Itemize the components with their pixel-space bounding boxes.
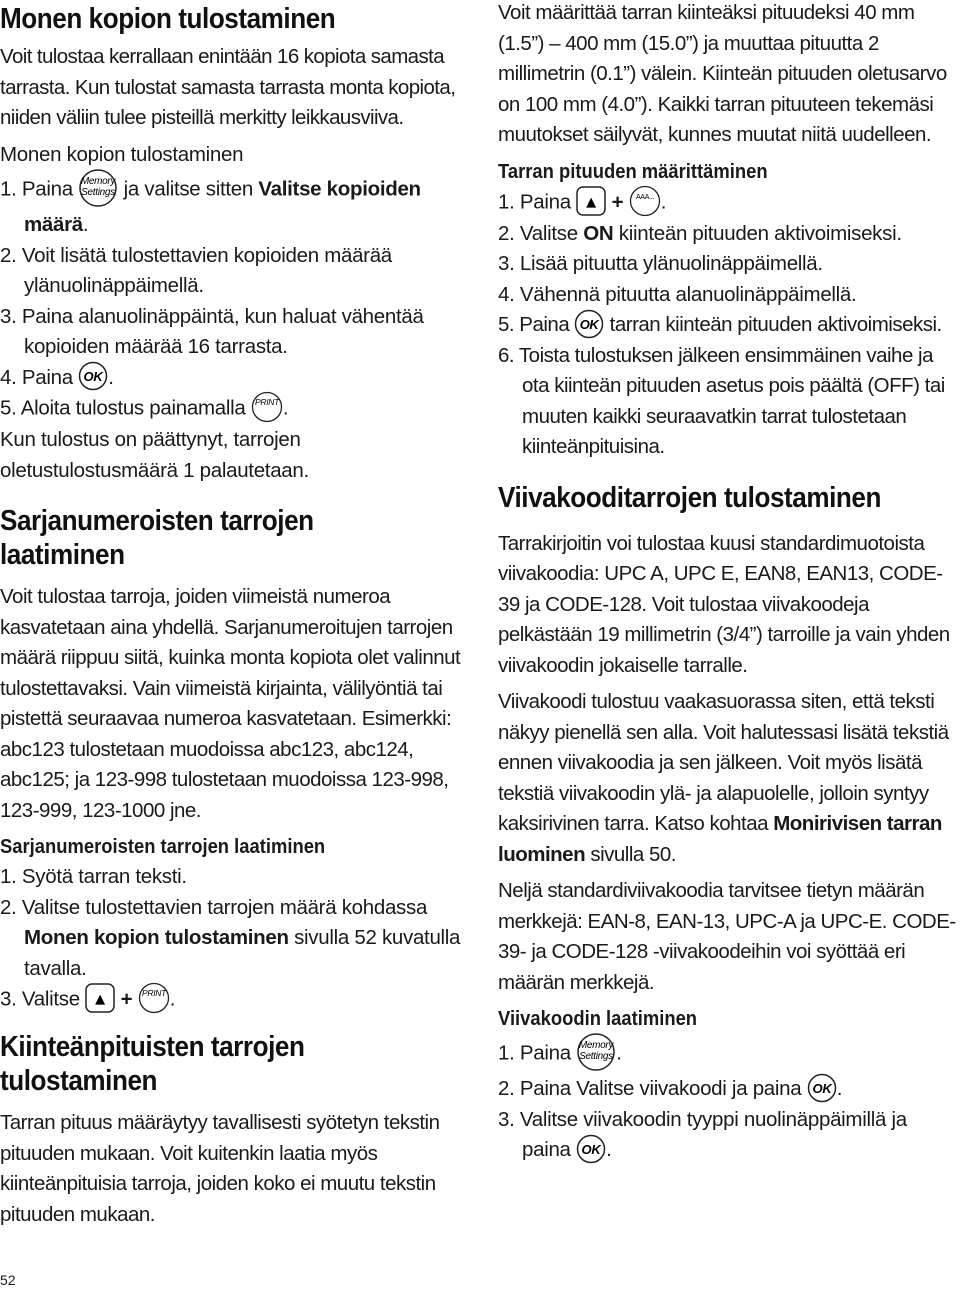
paragraph: Tarrakirjoitin voi tulostaa kuusi standardimuotoista viivakoodia: UPC A, UPC E, EAN8, EAN13, CODE-39 ja CODE-128. Voit tulostaa viivakoodeja pelkästään 19 millimetrin (3/4”) tarroille ja vain yhden viivakoodin jokaiselle tarralle.: [498, 531, 950, 677]
memory-settings-key-icon: [78, 168, 118, 208]
step-text: .: [169, 987, 176, 1011]
section-title-multiple-copies: Monen kopion tulostaminen: [0, 3, 336, 35]
ok-key-label: OK: [581, 1141, 601, 1157]
up-arrow-key-icon: [85, 983, 115, 1013]
step-1: [498, 187, 958, 219]
step-text: 5. Paina: [498, 313, 570, 336]
section-title-fixed-length: Kiinteänpituisten tarrojen tulostaminen: [0, 1031, 305, 1098]
ok-key-label: OK: [812, 1080, 832, 1096]
size-key-icon: [629, 185, 661, 217]
step-text: .: [606, 1138, 612, 1162]
step-text: 2. Valitse: [498, 221, 578, 245]
step-text: 3. Valitse viivakoodin tyyppi nuolinäppäimillä ja paina: [498, 1107, 907, 1162]
plus-sign: +: [611, 189, 624, 213]
print-key-label: PRINT: [141, 988, 166, 999]
print-key-icon: [251, 391, 283, 423]
print-key-icon: [138, 982, 170, 1014]
up-arrow-key-icon: [576, 186, 606, 216]
step-text: 2. Valitse tulostettavien tarrojen määrä kohdassa: [0, 895, 428, 919]
step-text: .: [282, 396, 289, 420]
ok-key-icon: [574, 309, 604, 339]
step-text: 5. Aloita tulostus painamalla: [0, 396, 246, 420]
ok-key-label: OK: [580, 316, 599, 332]
paragraph-text: sivulla 50.: [590, 842, 676, 866]
paragraph: Voit tulostaa kerrallaan enintään 16 kopiota samasta tarrasta. Kun tulostat samasta tarrasta monta kopiota, niiden väliin tulee pisteillä merkitty leikkausviiva.: [0, 45, 456, 129]
paragraph: Voit määrittää tarran kiinteäksi pituudeksi 40 mm (1.5”) – 400 mm (15.0”) ja muuttaa pituutta 2 millimetrin (0.1”) välein. Kiinteän pituuden oletusarvo on 100 mm (4.0”). Kaikki tarran pituuteen tekemäsi muutokset säilyvät, kunnes muutat niitä uudelleen.: [498, 1, 947, 146]
paragraph: Voit tulostaa tarroja, joiden viimeistä numeroa kasvatetaan aina yhdellä. Sarjanumeroitujen tarrojen määrä riippuu siitä, kuinka monta kopiota olet valinnut tulostettavaksi. Vain viimeistä kirjainta, välilyöntiä tai pistettä seuraavaa numeroa kasvatetaan. Esimerkki: abc123 tulostetaan muodoissa abc123, abc124, abc125; ja 123-998 tulostetaan muodoissa 123-998, 123-999, 123-1000 jne.: [0, 585, 461, 822]
step-2: [498, 1074, 958, 1105]
subheading: Tarran pituuden määrittäminen: [498, 160, 768, 183]
up-key-label: ▲: [586, 194, 597, 210]
step-3: [0, 984, 468, 1016]
paragraph: [498, 687, 958, 870]
step-1: [498, 1034, 958, 1074]
step-text: .: [616, 1041, 622, 1065]
step-text: 1. Paina: [0, 177, 73, 201]
section-title-serial-labels: Sarjanumeroisten tarrojen laatiminen: [0, 505, 314, 572]
step-text: 3. Valitse: [0, 987, 80, 1011]
page-number: 52: [0, 1272, 16, 1288]
paragraph: Neljä standardiviivakoodia tarvitsee tietyn määrän merkkejä: EAN-8, EAN-13, UPC-A ja UPC-E. CODE-39- ja CODE-128 -viivakoodeihin voi syöttää eri määrän merkkejä.: [498, 879, 956, 994]
memory-key-bottom: Settings: [579, 1051, 614, 1063]
paragraph-text: Viivakoodi tulostuu vaakasuorassa siten, että teksti näkyy pienellä sen alla. Voit halutessasi lisätä tekstiä ennen viivakoodia ja sen jälkeen. Voit myös lisätä tekstiä viivakoodin ylä- ja alapuolelle, jolloin syntyy kaksirivinen tarra. Katso kohtaa: [498, 690, 949, 836]
memory-key-bottom: Settings: [81, 187, 116, 198]
step-1: 1. Syötä tarran teksti.: [0, 865, 187, 889]
step-bold: ON: [583, 221, 614, 245]
step-text: 2. Paina Valitse viivakoodi ja paina: [498, 1077, 802, 1101]
step-text: tarran kiinteän pituuden aktivoimiseksi.: [609, 313, 942, 336]
step-text: 1. Paina: [498, 1041, 571, 1065]
section-title-barcode: Viivakooditarrojen tulostaminen: [498, 481, 881, 514]
subheading: Monen kopion tulostaminen: [0, 142, 244, 166]
paragraph: Tarran pituus määräytyy tavallisesti syötetyn tekstin pituuden mukaan. Voit kuitenkin laatia myös kiinteänpituisia tarroja, joiden koko ei muutu tekstin pituuden mukaan.: [0, 1111, 440, 1226]
step-bold: Valitse kopioiden määrä: [24, 177, 421, 236]
step-text: 4. Paina: [0, 365, 73, 389]
step-text: .: [836, 1077, 843, 1101]
size-key-label: AAA...: [635, 193, 654, 201]
paragraph-bold: Monirivisen tarran luominen: [498, 812, 942, 866]
step-5: [498, 310, 958, 341]
step-2: [498, 219, 958, 250]
step-3: 3. Paina alanuolinäppäintä, kun haluat vähentää kopioiden määrää 16 tarrasta.: [0, 304, 424, 358]
step-4: 4. Vähennä pituutta alanuolinäppäimellä.: [498, 282, 857, 306]
ok-key-icon: [576, 1134, 606, 1164]
subheading: Sarjanumeroisten tarrojen laatiminen: [0, 836, 326, 859]
step-3: [498, 1105, 958, 1166]
paragraph: Kun tulostus on päättynyt, tarrojen oletustulostusmäärä 1 palautetaan.: [0, 428, 309, 482]
step-text: 1. Paina: [498, 189, 571, 213]
step-text: .: [660, 189, 667, 213]
step-6: 6. Toista tulostuksen jälkeen ensimmäinen vaihe ja ota kiinteän pituuden asetus pois päältä (OFF) tai muuten kaikki seuraavatkin tarrat tulostetaan kiinteänpituisina.: [498, 343, 945, 459]
step-text: .: [82, 213, 89, 236]
memory-key-top: Memory: [81, 176, 116, 187]
step-2: [0, 893, 468, 985]
right-column: [498, 0, 958, 1166]
ok-key-icon: [78, 361, 108, 391]
ok-key-icon: [807, 1073, 837, 1103]
step-bold: Monen kopion tulostaminen: [24, 926, 289, 950]
step-3: 3. Lisää pituutta ylänuolinäppäimellä.: [498, 252, 823, 275]
memory-key-top: Memory: [579, 1040, 614, 1052]
step-text: ja valitse sitten: [123, 177, 253, 201]
step-1: [0, 170, 468, 241]
ok-key-label: OK: [83, 369, 103, 385]
step-text: sivulla 52 kuvatulla tavalla.: [24, 926, 461, 980]
plus-sign: +: [120, 987, 133, 1011]
up-key-label: ▲: [95, 992, 106, 1008]
memory-settings-key-icon: [576, 1032, 616, 1072]
step-5: [0, 393, 468, 425]
print-key-label: PRINT: [254, 397, 279, 408]
step-text: .: [108, 365, 114, 389]
left-column: [0, 0, 468, 1230]
step-text: kiinteän pituuden aktivoimiseksi.: [618, 221, 902, 245]
step-2: 2. Voit lisätä tulostettavien kopioiden määrää ylänuolinäppäimellä.: [0, 243, 392, 297]
step-4: [0, 363, 468, 394]
subheading: Viivakoodin laatiminen: [498, 1008, 698, 1031]
